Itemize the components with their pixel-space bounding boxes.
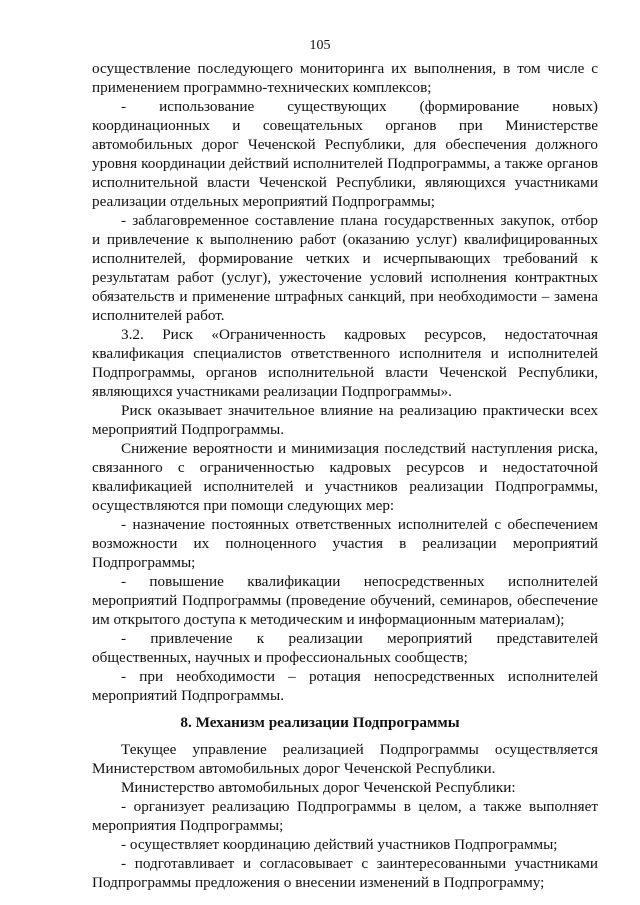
- text-line: исполнительной власти Чеченской Республики, являющихся участниками: [92, 174, 598, 191]
- text-line: - осуществляет координацию действий участников Подпрограммы;: [121, 836, 558, 853]
- text-line: Министерство автомобильных дорог Чеченской Республики:: [121, 779, 516, 796]
- text-line: возможности их полноценного участия в реализации мероприятий: [92, 535, 598, 552]
- text-line: мероприятий Подпрограммы.: [92, 421, 285, 438]
- text-line: исполнителей работ.: [92, 307, 225, 324]
- text-line: мероприятий Подпрограммы (проведение обучений, семинаров, обеспечение: [92, 592, 598, 609]
- text-line: реализации отдельных мероприятий Подпрограммы;: [92, 193, 435, 210]
- text-line: - заблаговременное составление плана государственных закупок, отбор: [121, 212, 598, 229]
- text-line: - использование существующих (формирование новых): [121, 98, 598, 115]
- text-line: Снижение вероятности и минимизация последствий наступления риска,: [121, 440, 598, 457]
- text-line: - при необходимости – ротация непосредственных исполнителей: [121, 668, 598, 685]
- text-line: Риск оказывает значительное влияние на реализацию практически всех: [121, 402, 598, 419]
- text-line: результатам работ (услуг), ужесточение условий исполнения контрактных: [92, 269, 598, 286]
- text-line: - подготавливает и согласовывает с заинтересованными участниками: [121, 855, 598, 872]
- text-line: 3.2. Риск «Ограниченность кадровых ресурсов, недостаточная: [121, 326, 598, 343]
- text-line: исполнителей, формирование четких и исчерпывающих требований к: [92, 250, 598, 267]
- text-line: и привлечение к выполнению работ (оказанию услуг) квалифицированных: [92, 231, 598, 248]
- text-line: осуществляются при помощи следующих мер:: [92, 497, 395, 514]
- text-line: Министерством автомобильных дорог Чеченской Республики.: [92, 760, 496, 777]
- text-line: Подпрограммы предложения о внесении изменений в Подпрограмму;: [92, 874, 545, 891]
- text-line: мероприятий Подпрограммы.: [92, 687, 285, 704]
- text-line: связанного с ограниченностью кадровых ресурсов и недостаточной: [92, 459, 598, 476]
- text-line: им открытого доступа к методическим и информационным материалам);: [92, 611, 565, 628]
- text-line: Подпрограммы, органов исполнительной власти Чеченской Республики,: [92, 364, 598, 381]
- text-line: Текущее управление реализацией Подпрограммы осуществляется: [121, 741, 598, 758]
- text-line: автомобильных дорог Чеченской Республики, для обеспечения должного: [92, 136, 598, 153]
- text-line: - организует реализацию Подпрограммы в целом, а также выполняет: [121, 798, 598, 815]
- text-line: обязательств и применение штрафных санкций, при необходимости – замена: [92, 288, 598, 305]
- text-line: - привлечение к реализации мероприятий представителей: [121, 630, 598, 647]
- text-line: применением программно-технических комплексов;: [92, 79, 432, 96]
- text-line: квалификация специалистов ответственного исполнителя и исполнителей: [92, 345, 598, 362]
- text-line: общественных, научных и профессиональных сообществ;: [92, 649, 468, 666]
- text-line: квалификацией исполнителей и участников реализации Подпрограммы,: [92, 478, 598, 495]
- text-line: Подпрограммы;: [92, 554, 196, 571]
- text-line: осуществление последующего мониторинга их выполнения, в том числе с: [92, 60, 598, 77]
- text-line: - назначение постоянных ответственных исполнителей с обеспечением: [121, 516, 598, 533]
- text-line: координационных и совещательных органов при Министерстве: [92, 117, 598, 134]
- text-line: - повышение квалификации непосредственных исполнителей: [121, 573, 598, 590]
- page-number: 105: [309, 38, 331, 53]
- section-heading: 8. Механизм реализации Подпрограммы: [180, 714, 460, 731]
- text-line: являющихся участниками реализации Подпрограммы».: [92, 383, 452, 400]
- text-line: мероприятия Подпрограммы;: [92, 817, 284, 834]
- text-line: уровня координации действий исполнителей Подпрограммы, а также органов: [92, 155, 598, 172]
